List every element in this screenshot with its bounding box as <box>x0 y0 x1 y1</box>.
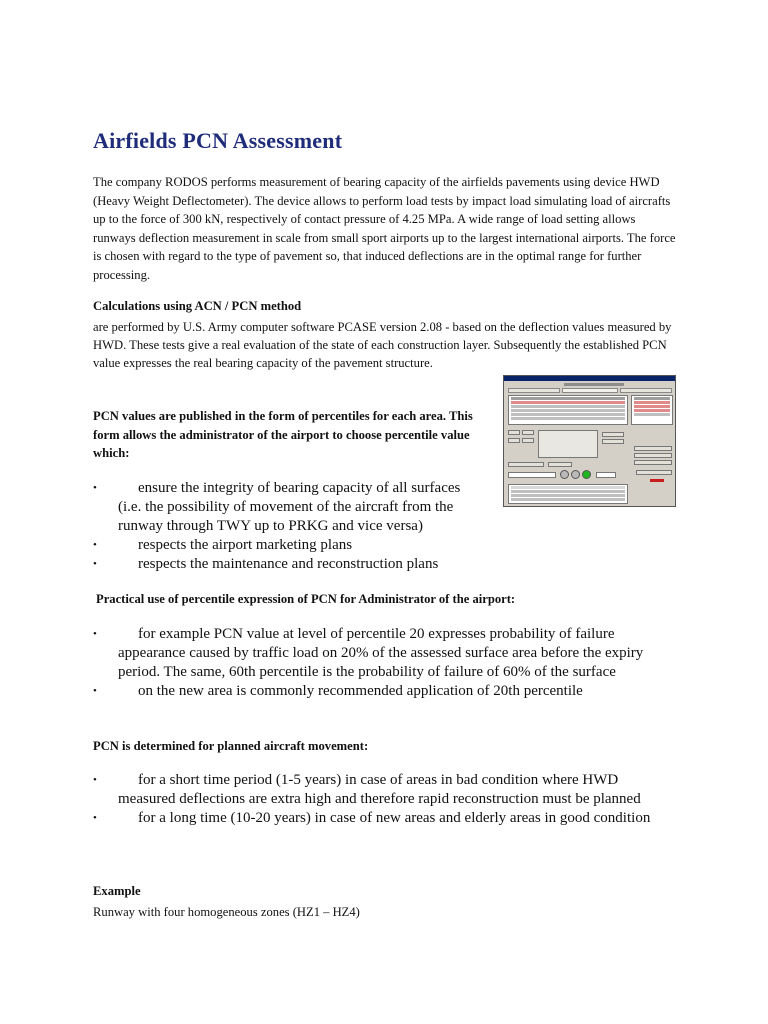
screenshot-indicator-gray <box>560 470 569 479</box>
screenshot-button <box>636 470 672 475</box>
list-item-text: for example PCN value at level of percentile 20 expresses probability of failure appearance caused by traffic load on 20% of the assessed surface area before the expiry period. The same, 60th percentile is the probability of failure of 60% of the surface <box>118 626 644 680</box>
percentiles-intro: PCN values are published in the form of percentiles for each area. This form allows the administrator of the airport to choose percentile value which: <box>93 409 473 460</box>
list-item-text: ensure the integrity of bearing capacity of all surfaces (i.e. the possibility of movement of the aircraft from the runway through TWY up to PRKG and vice versa) <box>118 480 461 534</box>
screenshot-results-panel <box>631 395 673 425</box>
bullet-marker: • <box>93 539 97 551</box>
screenshot-button <box>508 430 520 435</box>
screenshot-titlebar <box>504 376 675 381</box>
list-item <box>93 555 713 574</box>
example-paragraph: Runway with four homogeneous zones (HZ1 – HZ4) <box>93 905 360 919</box>
screenshot-table-panel <box>508 395 628 425</box>
list-item-text: on the new area is commonly recommended application of 20th percentile <box>138 683 583 699</box>
screenshot-tab <box>620 388 672 393</box>
list-item <box>93 771 673 809</box>
percentile-criteria-list <box>93 479 713 574</box>
list-item <box>93 479 713 536</box>
screenshot-subtitle-bar <box>564 383 624 386</box>
calculations-heading: Calculations using ACN / PCN method <box>93 299 302 313</box>
list-item-text: respects the maintenance and reconstruction plans <box>138 556 439 572</box>
screenshot-value-box <box>596 472 616 478</box>
bullet-marker: • <box>93 812 97 824</box>
screenshot-button <box>522 438 534 443</box>
screenshot-button <box>508 462 544 467</box>
screenshot-button <box>522 430 534 435</box>
screenshot-indicator-gray <box>571 470 580 479</box>
screenshot-tab <box>508 388 560 393</box>
list-item-text: for a long time (10-20 years) in case of new areas and elderly areas in good condition <box>138 810 651 826</box>
list-item <box>93 625 663 682</box>
bullet-marker: • <box>93 685 97 697</box>
bullet-marker: • <box>93 558 97 570</box>
list-item <box>93 536 713 555</box>
bullet-marker: • <box>93 482 97 494</box>
bullet-marker: • <box>93 628 97 640</box>
example-heading: Example <box>93 884 141 898</box>
page-title: Airfields PCN Assessment <box>93 128 343 153</box>
screenshot-settings-box <box>538 430 598 458</box>
calculations-paragraph: are performed by U.S. Army computer software PCASE version 2.08 - based on the deflection values measured by HWD. These tests give a real evaluation of the state of each construction layer. Subsequently the established PCN value expresses the real bearing capacity of the pavement structure. <box>93 320 672 370</box>
planned-movement-heading: PCN is determined for planned aircraft movement: <box>93 739 369 753</box>
screenshot-tab-active <box>562 388 618 393</box>
screenshot-button <box>634 453 672 458</box>
list-item-text: respects the airport marketing plans <box>138 537 353 553</box>
screenshot-button <box>602 432 624 437</box>
screenshot-button <box>634 460 672 465</box>
screenshot-button <box>548 462 572 467</box>
intro-paragraph: The company RODOS performs measurement of bearing capacity of the airfields pavements using device HWD (Heavy Weight Deflectometer). The device allows to perform load tests by impact load simulating load of aircrafts up to the force of 300 kN, respectively of contact pressure of 4.25 MPa. A wide range of load setting allows runways deflection measurement in scale from small sport airports up to the largest international airports. The force is chosen with regard to the type of pavement so, that induced deflections are in the optimal range for further processing. <box>93 175 676 282</box>
screenshot-button <box>602 439 624 444</box>
screenshot-indicator-green <box>582 470 591 479</box>
screenshot-dropdown <box>508 472 556 478</box>
practical-use-list <box>93 625 663 701</box>
bullet-marker: • <box>93 774 97 786</box>
practical-use-heading: Practical use of percentile expression of PCN for Administrator of the airport: <box>96 592 516 606</box>
screenshot-button <box>634 446 672 451</box>
screenshot-button <box>508 438 520 443</box>
list-item <box>93 809 673 828</box>
planned-movement-list <box>93 771 673 828</box>
list-item-text: for a short time period (1-5 years) in case of areas in bad condition where HWD measured deflections are extra high and therefore rapid reconstruction must be planned <box>118 772 641 807</box>
list-item <box>93 682 663 701</box>
